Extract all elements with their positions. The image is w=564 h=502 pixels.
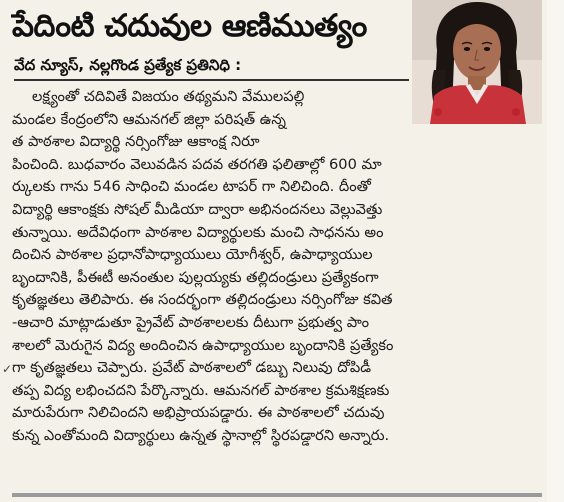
article-line-13: గా కృతజ్ఞతలు చెప్పారు. ప్రవేట్ పాఠశాలలో డబ్బు నిలువు దోపిడీ (12, 359, 372, 377)
article-line-2: మండల కేంద్రంలోని ఆమనగల్ జిల్లా పరిషత్ ఉన్న (12, 110, 286, 128)
article-line-1: లక్ష్యంతో చదివితే విజయం తథ్యమని వేములపల్లి (32, 88, 305, 105)
byline: వేద న్యూస్, నల్లగొండ ప్రత్యేక ప్రతినిధి : (14, 53, 409, 81)
article-line-15: మారుపేరుగా నిలిచిందని అభిప్రాయపడ్డారు. ఈ పాఠశాలలో చదువు (12, 404, 385, 422)
article-body (12, 86, 542, 448)
article-line-16: కున్న ఎంతోమంది విద్యార్థులు ఉన్నత స్థానాల్లో స్థిరపడ్డారని అన్నారు. (12, 426, 390, 444)
bottom-divider (12, 493, 542, 497)
article-line-12: శాలలో మెరుగైన విద్య అందించిన ఉపాధ్యాయుల బృందానికి ప్రత్యేకం (12, 336, 394, 354)
article-line-11: -ఆచారి మాట్లాడుతూ ప్రైవేట్ పాఠశాలలకు దీటుగా ప్రభుత్వ పాం (12, 313, 370, 331)
page-margin (547, 0, 564, 502)
article-line-6: విద్యార్థి ఆకాంక్షకు సోషల్ మీడియా ద్వారా అభినందనలు వెల్లువెత్తు (12, 200, 383, 218)
article-line-10: కృతజ్ఞతలు తెలిపారు. ఈ సందర్భంగా తల్లిదండ్రులు నర్సింగోజు కవిత (12, 291, 393, 309)
check-mark-icon: ✓ (2, 362, 13, 376)
article-line-5: ర్కులకు గాను 546 సాధించి మండల టాపర్ గా నిలిచింది. దీంతో (12, 178, 371, 196)
article-line-9: బృందానికి, పీఈటీ అనంతుల పుల్లయ్యకు తల్లిదండ్రులు ప్రత్యేకంగా (12, 268, 379, 286)
headline: పేదింటి చదువుల ఆణిముత్యం (12, 8, 367, 44)
article-line-7: తున్నాయి. అదేవిధంగా పాఠశాల విద్యార్థులకు మంచి సాధనను అం (12, 223, 384, 241)
article-line-14: తప్ప విద్య లభించదని పేర్కొన్నారు. ఆమనగల్ పాఠశాల క్రమశిక్షణకు (12, 381, 390, 399)
article-line-3: త పాఠశాల విద్యార్థి నర్సింగోజు ఆకాంక్ష నిరూ (12, 133, 260, 151)
article-line-4: పించింది. బుధవారం వెలువడిన పదవ తరగతి ఫలితాల్లో 600 మా (12, 155, 382, 173)
article-line-8: దించిన పాఠశాల ప్రధానోపాధ్యాయులు యోగీశ్వర్, ఉపాధ్యాయుల (12, 246, 373, 264)
